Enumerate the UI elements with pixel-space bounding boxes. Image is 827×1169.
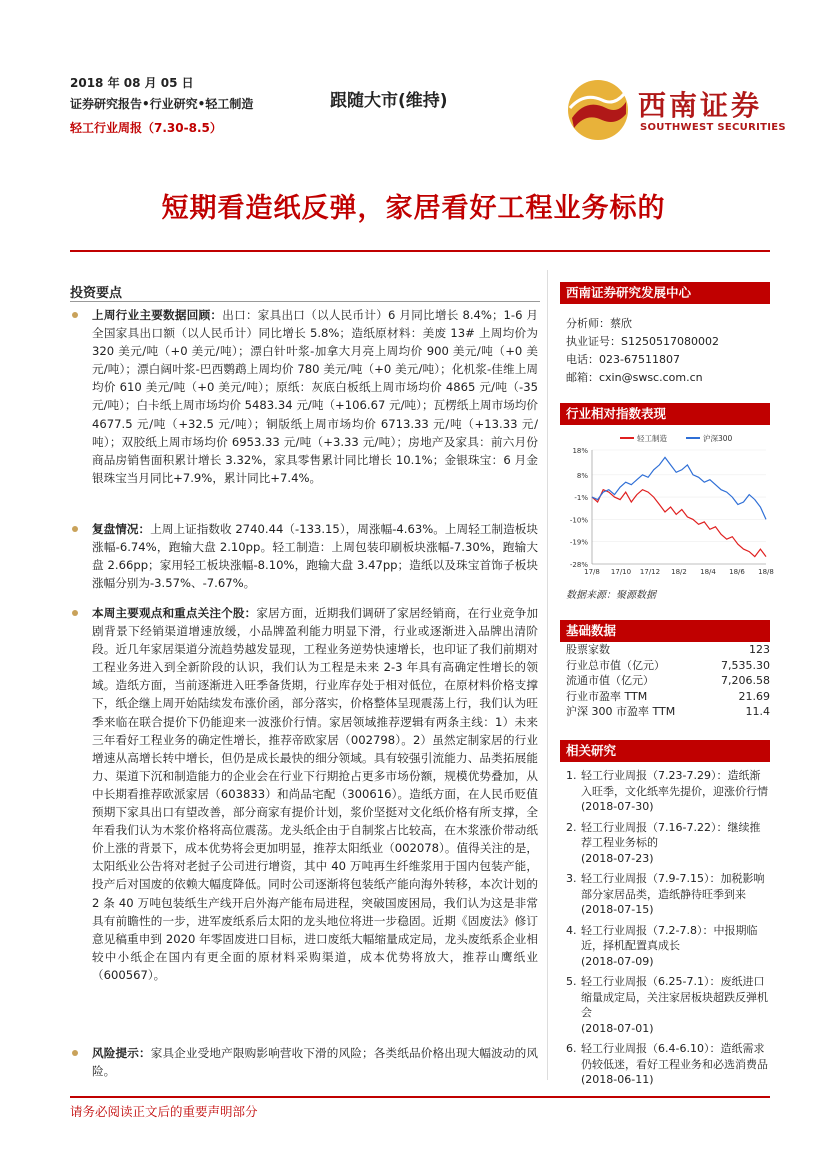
license: 执业证号：S1250517080002 [566, 335, 719, 348]
report-date: 2018 年 08 月 05 日 [70, 76, 194, 90]
y-tick-label: -19% [569, 538, 588, 547]
bullet-dot [72, 526, 78, 532]
basic-row: 行业市盈率 TTM 21.69 [566, 689, 770, 703]
y-tick-label: 8% [576, 471, 588, 480]
bullet-data-review [60, 306, 538, 487]
basic-data-header: 基础数据 [560, 620, 770, 642]
y-tick-label: -10% [569, 516, 588, 525]
bullet-dot [72, 1050, 78, 1056]
y-tick-label: 18% [572, 447, 588, 455]
basic-row: 行业总市值（亿元） 7,535.30 [566, 658, 770, 672]
footer-divider [70, 1096, 770, 1098]
bullet-label: 上周行业主要数据回顾： [92, 308, 223, 322]
research-center-header: 西南证券研究发展中心 [560, 282, 770, 304]
footer-note: 请务必阅读正文后的重要声明部分 [70, 1104, 258, 1119]
basic-row: 股票家数 123 [566, 643, 770, 656]
bullet-dot [72, 312, 78, 318]
rating: 跟随大市(维持) [330, 91, 448, 111]
y-tick-label: -1% [574, 494, 588, 503]
bullet-review [60, 520, 538, 592]
bullet-label: 风险提示： [92, 1046, 151, 1060]
x-tick-label: 18/8 [758, 568, 774, 576]
related-research-list [566, 768, 770, 1093]
page-title: 短期看造纸反弹，家居看好工程业务标的 [161, 193, 666, 224]
chart-source: 数据来源：聚源数据 [566, 590, 656, 601]
legend-label: 沪深300 [703, 434, 733, 443]
bullet-risk [60, 1044, 538, 1080]
bullet-text: 上周上证指数收 2740.44（-133.15），周涨幅-4.63%。上周轻工制造板块涨幅-6.74%，跑输大盘 2.10pp。轻工制造：上周包装印刷板块涨幅-7.30%，跑输大盘 2.66pp；家用轻工板块涨幅-8.10%，跑输大盘 3.47pp；造纸以及珠宝首饰子板块涨幅分别为-3.57%、-7.67%。 [92, 522, 538, 591]
related-item[interactable]: 3. 轻工行业周报（7.9-7.15）：加税影响部分家居品类，造纸静待旺季到来 (2018-07-15) [566, 872, 765, 916]
related-item[interactable]: 4. 轻工行业周报（7.2-7.8）：中报期临近，择机配置真成长 (2018-07-09) [566, 923, 758, 968]
bullet-dot [72, 610, 78, 616]
x-tick-label: 17/12 [639, 568, 661, 576]
x-tick-label: 18/6 [729, 568, 745, 576]
email[interactable]: 邮箱：cxin@swsc.com.cn [566, 371, 703, 384]
bullet-text: 家具企业受地产限购影响营收下滑的风险；各类纸品价格出现大幅波动的风险。 [92, 1046, 538, 1079]
legend-label: 轻工制造 [637, 434, 667, 443]
relative-index-chart [560, 428, 772, 578]
related-item[interactable]: 2. 轻工行业周报（7.16-7.22）：继续推荐工程业务标的 (2018-07-23) [566, 820, 761, 865]
basic-row: 流通市值（亿元） 7,206.58 [566, 674, 770, 687]
section-title: 投资要点 [70, 286, 123, 301]
related-item[interactable]: 6. 轻工行业周报（6.4-6.10）：造纸需求仍较低迷，看好工程业务和必选消费品 (2018-06-11) [566, 1042, 768, 1086]
x-tick-label: 17/8 [584, 568, 600, 576]
x-tick-label: 17/10 [610, 568, 632, 576]
bullet-views [60, 604, 538, 984]
logo-cn: 西南证券 [638, 89, 763, 122]
x-tick-label: 18/4 [700, 568, 716, 576]
bullet-label: 本周主要观点和重点关注个股： [92, 606, 257, 620]
basic-data-table [566, 642, 770, 720]
weekly-label: 轻工行业周报（7.30-8.5） [70, 121, 222, 135]
bullet-text: 家居方面，近期我们调研了家居经销商，在行业竞争加剧背景下经销渠道增速放缓，小品牌盈利能力明显下滑，行业或逐渐进入品牌出清阶段。近几年家居渠道分流趋势越发显现，工程业务逆势快速增长，也印证了我们前期对工程业务进入到全新阶段的认识，我们认为工程是未来 2-3 年具有高确定性增长的领域。造纸方面，当前逐渐进入旺季备货期，行业库存处于相对低位，在原材料价格支撑下，纸企继上周开始陆续发布涨价函，部分落实，价格整体呈现震荡上行，我们认为旺季来临在联合提价下仍能迎来一波涨价行情。家居领域推荐逻辑有两条主线：1）未来三年看好工程业务的确定性增长，推荐帝欧家居（002798）。2）虽然定制家居的行业增速从高增长转中增长，但仍是成长最快的细分领域。具有较强引流能力、品类拓展能力、渠道下沉和制造能力的企业会在行业下行期抢占更多市场份额，规模优势叠加，从中长期看推荐欧派家居（603833）和尚品宅配（300616）。造纸方面，在人民币贬值预期下家具出口有望改善，部分商家有提价计划，浆价坚挺对文化纸价格有所支撑，全年看我们认为木浆价格将高位震荡。龙头纸企由于自制浆占比较高，在木浆涨价带动纸价上涨的背景下，成本优势将会更加明显，推荐太阳纸业（002078）。值得关注的是，太阳纸业公告将对老挝子公司进行增资，其中 40 万吨再生纤维浆用于国内包装产能，投产后对国废的依赖大幅度降低。同时公司逐渐将包装纸产能向海外转移，本次计划的 2 条 40 万吨包装纸生产线开启外海产能布局进程，突破国废困局，我们认为这是非常具有前瞻性的一步，进军废纸系后太阳的龙头地位将进一步稳固。近期《固废法》修订意见稿重申到 2020 年零固废进口目标，进口废纸大幅缩量成定局，龙头废纸系企业相较中小纸企在国内有更全面的原材料采购渠道，成本优势将放大，推荐山鹰纸业（600567）。 [92, 606, 538, 982]
bullet-label: 复盘情况： [92, 522, 151, 536]
series-line-hs300 [592, 457, 766, 519]
y-tick-label: -28% [569, 561, 588, 569]
series-line-industry [592, 490, 766, 557]
related-item[interactable]: 1. 轻工行业周报（7.23-7.29）：造纸渐入旺季，文化纸率先提价，迎涨价行情 (2018-07-30) [566, 769, 768, 813]
bullet-text: 出口：家具出口（以人民币计）6 月同比增长 8.4%；1-6 月全国家具出口额（以人民币计）同比增长 5.8%；造纸原材料：美废 13# 上周均价为 320 美元/吨（+0 美元/吨）；漂白针叶浆-加拿大月亮上周均价 900 美元/吨（+0 美元/吨）；漂白阔叶浆-巴西鹦鹉上周均价 780 美元/吨（+0 美元/吨）；化机浆-佳维上周均价 610 美元/吨（+0 美元/吨）；原纸：灰底白板纸上周市场均价 4865 元/吨（-35 元/吨）；白卡纸上周市场均价 5483.34 元/吨（+106.67 元/吨）；瓦楞纸上周市场均价 4677.5 元/吨（+32.5 元/吨）；铜版纸上周市场均价 6713.33 元/吨（+13.33 元/吨）；双胶纸上周市场均价 6953.33 元/吨（+3.33 元/吨）；房地产及家具：前六月份商品房销售面积累计增长 3.32%，家具零售累计同比增长 10.1%；金银珠宝：6 月金银珠宝当月同比+7.9%，累计同比+7.4%。 [92, 308, 538, 485]
basic-row: 沪深 300 市盈率 TTM 11.4 [566, 705, 770, 718]
logo-emblem-icon [566, 78, 630, 142]
sidebar-divider [547, 270, 548, 1080]
x-tick-label: 18/2 [671, 568, 687, 576]
analyst: 分析师：蔡欣 [566, 317, 632, 330]
chart-header: 行业相对指数表现 [560, 403, 770, 425]
company-logo [566, 78, 630, 146]
section-divider [70, 301, 540, 302]
related-research-header: 相关研究 [560, 740, 770, 762]
related-item[interactable]: 5. 轻工行业周报（6.25-7.1）：废纸进口缩量成定局，关注家居板块超跌反弹机会 (2018-07-01) [566, 975, 768, 1035]
logo-en: SOUTHWEST SECURITIES [640, 122, 786, 133]
title-divider [70, 250, 770, 252]
phone: 电话：023-67511807 [566, 353, 680, 366]
report-category: 证券研究报告•行业研究•轻工制造 [70, 97, 254, 111]
